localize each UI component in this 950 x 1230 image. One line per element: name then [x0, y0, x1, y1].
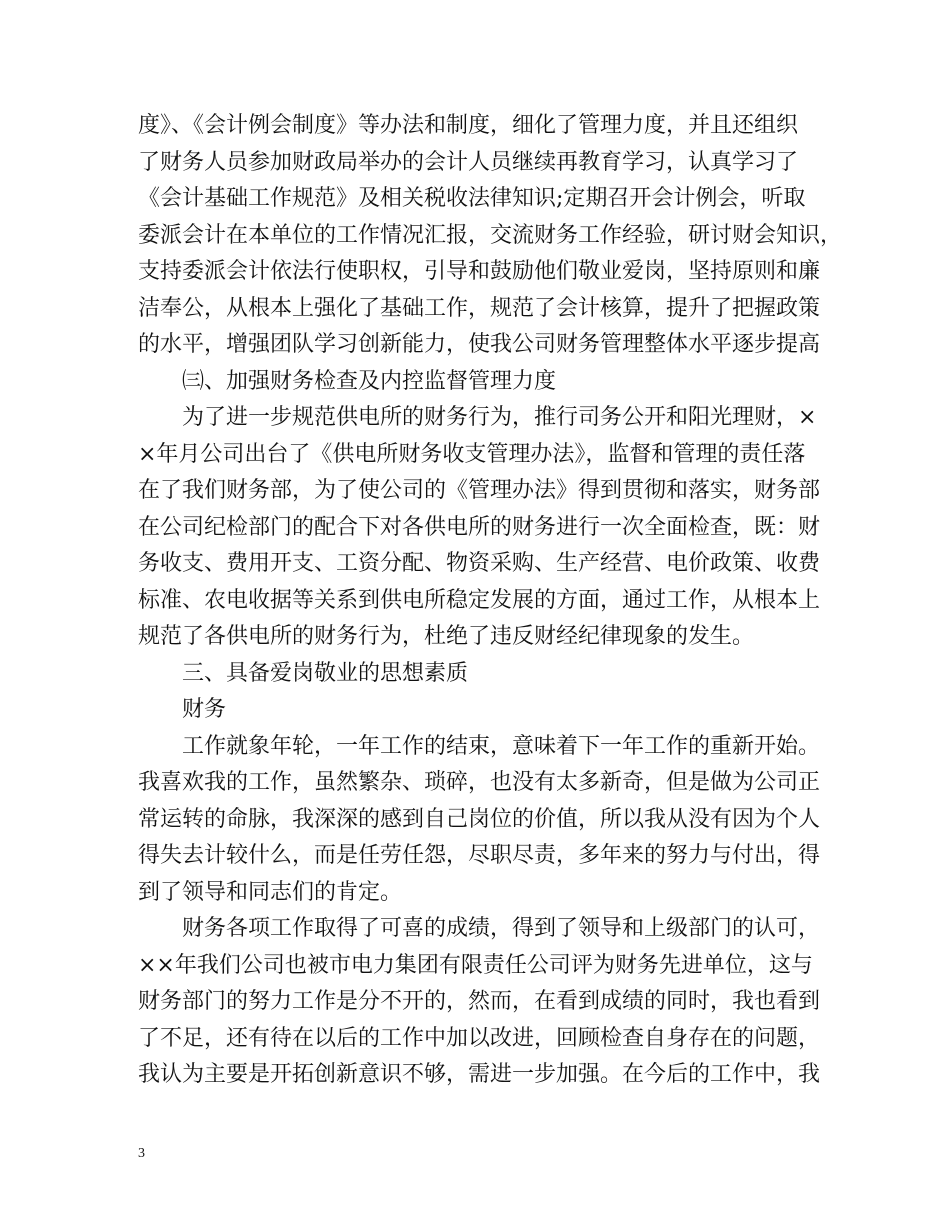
text-line: 在了我们财务部，为了使公司的《管理办法》得到贯彻和落实，财务部	[138, 478, 821, 503]
text-line: 财务	[182, 697, 227, 722]
text-line: 到了领导和同志们的肯定。	[138, 879, 403, 905]
text-line: 规范了各供电所的财务行为，杜绝了违反财经纪律现象的发生。	[138, 624, 755, 649]
text-line: 《会计基础工作规范》及相关税收法律知识;定期召开会计例会，听取	[138, 186, 806, 211]
text-line: 的水平，增强团队学习创新能力，使我公司财务管理整体水平逐步提高	[138, 332, 821, 357]
page-number: 3	[138, 1146, 145, 1161]
text-line: 了不足，还有待在以后的工作中加以改进，回顾检查自身存在的问题，	[138, 1025, 821, 1051]
text-line: 财务部门的努力工作是分不开的，然而，在看到成绩的同时，我也看到	[138, 989, 821, 1014]
text-line: 常运转的命脉，我深深的感到自己岗位的价值，所以我从没有因为个人	[138, 806, 821, 832]
text-line: 得失去计较什么，而是任劳任怨，尽职尽责，多年来的努力与付出，得	[138, 843, 821, 868]
text-line: 工作就象年轮，一年工作的结束，意味着下一年工作的重新开始。	[182, 733, 821, 759]
text-line: 为了进一步规范供电所的财务行为，推行司务公开和阳光理财，×	[182, 405, 817, 430]
text-line: 支持委派会计依法行使职权，引导和鼓励他们敬业爱岗，坚持原则和廉	[138, 259, 821, 284]
text-line: 了财务人员参加财政局举办的会计人员继续再教育学习，认真学习了	[138, 149, 799, 175]
text-line: 我喜欢我的工作，虽然繁杂、琐碎，也没有太多新奇，但是做为公司正	[138, 770, 821, 795]
text-line: 我认为主要是开拓创新意识不够，需进一步加强。在今后的工作中，我	[138, 1062, 821, 1087]
body-text	[138, 108, 843, 1094]
text-line: 三、具备爱岗敬业的思想素质	[182, 660, 469, 686]
text-line: ×年月公司出台了《供电所财务收支管理办法》，监督和管理的责任落	[138, 441, 806, 467]
text-line: ㈢、加强财务检查及内控监督管理力度	[182, 368, 557, 394]
text-line: 务收支、费用开支、工资分配、物资采购、生产经营、电价政策、收费	[138, 551, 821, 576]
text-line: ××年我们公司也被市电力集团有限责任公司评为财务先进单位，这与	[138, 952, 813, 978]
text-line: 度》、《会计例会制度》等办法和制度，细化了管理力度，并且还组织	[138, 113, 799, 138]
text-line: 财务各项工作取得了可喜的成绩，得到了领导和上级部门的认可，	[182, 916, 821, 941]
text-line: 在公司纪检部门的配合下对各供电所的财务进行一次全面检查，既：财	[138, 514, 821, 540]
text-line: 洁奉公，从根本上强化了基础工作，规范了会计核算，提升了把握政策	[138, 295, 821, 321]
text-line: 标准、农电收据等关系到供电所稳定发展的方面，通过工作，从根本上	[138, 587, 821, 613]
text-line: 委派会计在本单位的工作情况汇报，交流财务工作经验，研讨财会知识，	[138, 222, 843, 248]
